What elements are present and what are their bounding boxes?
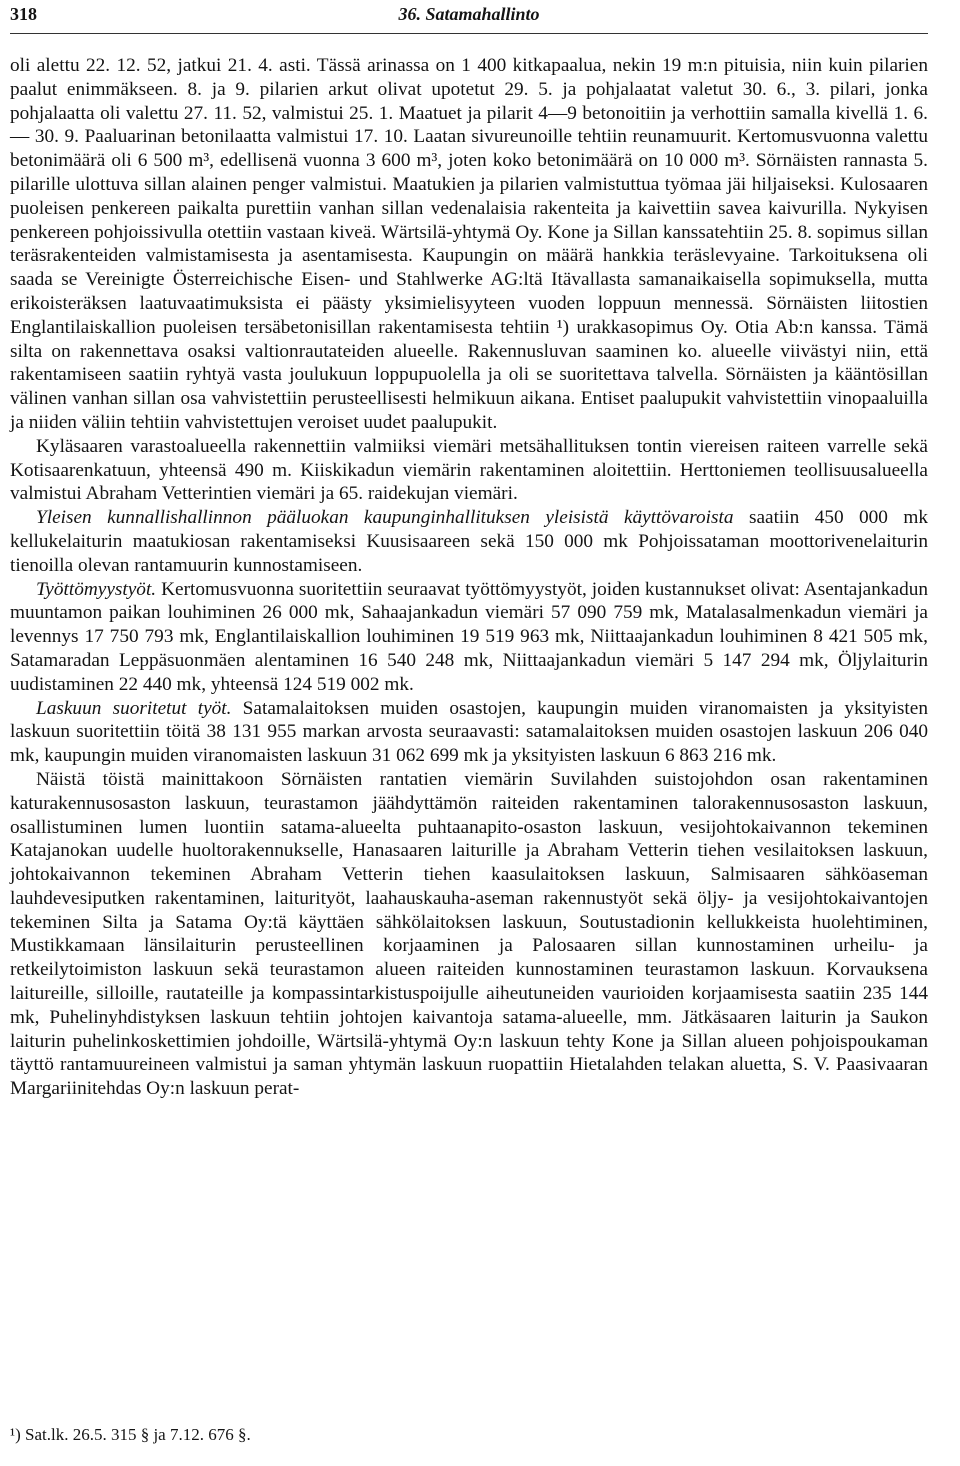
page-header: [10, 4, 928, 32]
paragraph-text: Näistä töistä mainittakoon Sörnäisten rantatien viemärin Suvilahden suistojohdon osan rakentaminen katurakennusosaston laskuun, teurastamon jäähdyttämön raiteiden rakentaminen talorakennusosaston laskuun, osallistuminen lumen luontiin satama-alueelta puhtaanapito-osaston laskuun, vesijohtokaivannon tekeminen Katajanokan uudelle huoltorakennukselle, Hanasaaren laiturille ja Abraham Vetterin tiehen vesilaitoksen laskuun, johtokaivannon tekeminen Abraham Vetterin tiehen kaasulaitoksen laskuun, Salmisaaren sähköaseman lauhdevesiputken rakentaminen, laiturityöt, laahauskauha-aseman rakennustyöt sekä öljy- ja vesijohtokaivantojen tekeminen Silta ja Satama Oy:tä käyttäen sähkölaitoksen laskuun, Soutustadionin kellukkeista huolehtiminen, Mustikkamaan länsilaiturin perusteellinen korjaaminen ja Palosaaren sillan kunnostaminen urheilu- ja retkeilytoimiston laskuun sekä teurastamon alueen raiteiden kunnostaminen teurastamon laskuun. Korvauksena laitureille, silloille, rautateille ja kompassintarkistuspoijulle aiheutuneiden vaurioiden korjaamisesta saatiin 235 144 mk, Puhelinyhdistyksen laskuun tehtiin johtojen kaivantoja satama-alueelle, mm. Jätkäsaaren laiturin ja Saukon laiturin puhelinkoskettimien johdoille, Wärtsilä-yhtymä Oy:n laskuun tehty Kone ja Sillan alueen pohjoispoukaman täyttö rantamuureineen valmistui ja saman yhtymän laskuun ruopattiin Hietalahden telakan aluetta, S. V. Paasivaaran Margariinitehdas Oy:n laskuun perat-: [10, 768, 928, 1100]
paragraph: [10, 506, 928, 577]
paragraph-text: Kertomusvuonna suoritettiin seuraavat työttömyystyöt, joiden kustannukset olivat: Asentajankadun muuntamon paikan louhiminen 26 000 mk, Sahaajankadun viemäri 57 090 759 mk, Matalasalmenkadun viemäri ja levennys 17 750 793 mk, Englantilaiskallion louhiminen 19 519 963 mk, Niittaajankadun louhiminen 8 421 505 mk, Satamaradan Leppäsuonmäen alentaminen 16 540 248 mk, Niittaajankadun viemäri 5 147 294 mk, Öljylaiturin uudistaminen 22 440 mk, yhteensä 124 519 002 mk.: [10, 578, 928, 695]
footnote: [10, 1424, 928, 1446]
body-text: [10, 54, 928, 1101]
paragraph-lead: Yleisen kunnallishallinnon pääluokan kaupunginhallituksen yleisistä käyttövaroista: [36, 507, 734, 529]
footnote-text: Sat.lk. 26.5. 315 § ja 7.12. 676 §.: [20, 1425, 251, 1444]
paragraph-text: saatiin 450 000 mk kellukelaiturin maatukiosan rakentamiseksi Kuusisaareen sekä 150 000 mk Pohjoissataman moottorivenelaiturin tienoilla olevan rantamuurin kunnostamiseen.: [10, 507, 928, 576]
paragraph: [10, 697, 928, 768]
running-title: 36. Satamahallinto: [398, 4, 540, 24]
paragraph: [10, 435, 928, 506]
paragraph: [10, 54, 928, 435]
header-rule: [10, 33, 928, 34]
paragraph-text: Satamalaitoksen muiden osastojen, kaupungin muiden viranomaisten ja yksityisten laskuun suoritettiin töitä 38 131 955 markan arvosta seuraavasti: satamalaitoksen muiden osastojen laskuun 206 040 mk, kaupungin muiden viranomaisten laskuun 31 062 699 mk ja yksityisten laskuun 6 863 216 mk.: [10, 697, 928, 767]
paragraph-lead: Laskuun suoritetut työt.: [36, 697, 232, 719]
paragraph-text: Kyläsaaren varastoalueella rakennettiin valmiiksi viemäri metsähallituksen tontin viereisen raiteen varrelle sekä Kotisaarenkatuun, yhteensä 490 m. Kiiskikadun viemärin rakentaminen aloitettiin. Herttoniemen teollisuusalueella valmistui Abraham Vetterintien viemäri ja 65. raidekujan viemäri.: [10, 435, 928, 505]
paragraph: [10, 578, 928, 697]
paragraph-text: oli alettu 22. 12. 52, jatkui 21. 4. asti. Tässä arinassa on 1 400 kitkapaalua, nekin 19 m:n pituisia, niin kuin pilarien paalut enimmäkseen. 8. ja 9. pilarien arkut olivat upotetut 29. 5. ja pohjalaatat valetut 30. 6., 3. pilari, jonka pohjalaatta oli valettu 27. 11. 52, valmistui 25. 1. Maatuet ja pilarit 4—9 betonoitiin ja verhottiin samalla kivellä 1. 6. — 30. 9. Paaluarinan betonilaatta valmistui 17. 10. Laatan sivureunoille tehtiin reunamuurit. Kertomusvuonna valettu betonimäärä oli 6 500 m³, edellisenä vuonna 3 600 m³, joten koko betonimäärä on 10 000 m³. Sörnäisten rannasta 5. pilarille ulottuva sillan alainen penger valmistui. Maatukien ja pilarien valmistuttua työmaa jäi hiljaiseksi. Kulosaaren puoleisen penkereen paikalta purettiin vanhan sillan vedenalaisia rakenteita ja kaivettiin savea kaivurilla. Nykyisen penkereen pohjoissivulla otettiin vastaan kiveä. Wärtsilä-yhtymä Oy. Kone ja Sillan kanssatehtiin 25. 8. sopimus sillan teräsrakenteiden valmistamisesta ja asentamisesta. Kaupungin on määrä hankkia teräslevyaine. Tarkoituksena oli saada se Vereinigte Österreichische Eisen- und Stahlwerke AG:ltä Itävallasta samanaikaisella sopimuksella, mutta erikoisteräksen laatuvaatimuksista ei päästy yksimielisyyteen vuoden loppuun mennessä. Sörnäisten liitostien Englantilaiskallion puoleisen tersäbetonisillan rakentamisesta tehtiin ¹) urakkasopimus Oy. Otia Ab:n kanssa. Tämä silta on rakennettava osaksi valtionrautateiden alueelle. Rakennusluvan saaminen ko. alueelle viivästyi niin, että rakentamiseen saatiin ryhtyä vasta joulukuun loppupuolella ja oli se suoritettava talvella. Sörnäisten ja kääntösillan välinen vanhan sillan osa vahvistettiin perusteellisesti helmikuun aikana. Entiset paalupukit vahvistettiin vinopaaluilla ja niiden väliin tehtiin vahvistettujen veroiset uudet paalupukit.: [10, 55, 928, 433]
document-page: [10, 0, 928, 1466]
page-number: 318: [10, 4, 37, 24]
paragraph: [10, 768, 928, 1101]
footnote-marker: ¹): [10, 1425, 21, 1444]
paragraph-lead: Työttömyystyöt.: [36, 578, 157, 600]
